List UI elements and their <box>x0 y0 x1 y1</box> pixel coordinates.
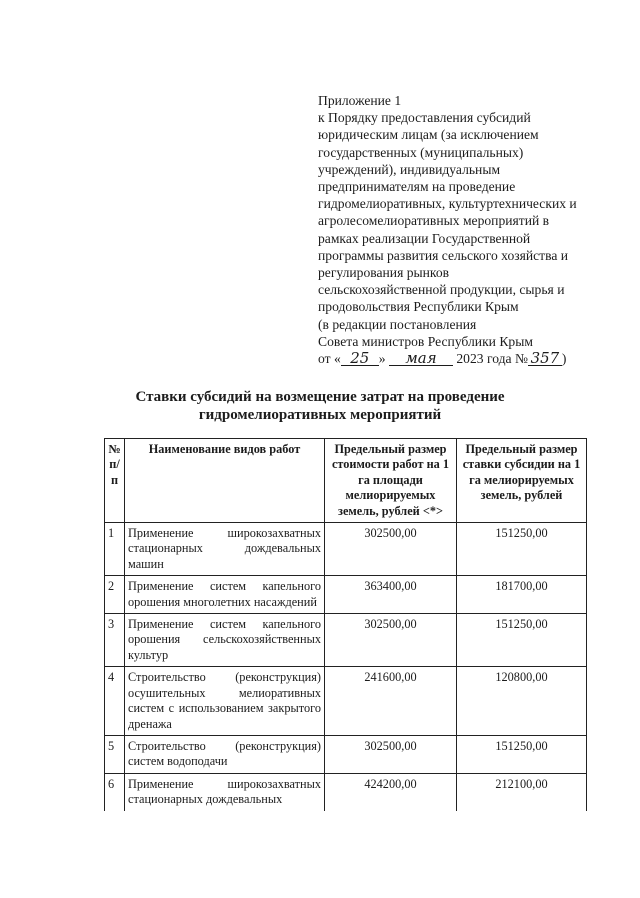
handwritten-month: мая <box>389 351 453 366</box>
resolution-date-line <box>318 350 618 367</box>
appendix-line: рамках реализации Государственной <box>318 230 531 246</box>
appendix-line: государственных (муниципальных) <box>318 144 524 160</box>
row-rate: 120800,00 <box>457 667 587 736</box>
appendix-line: к Порядку предоставления субсидий <box>318 110 531 126</box>
appendix-header <box>318 92 618 367</box>
row-work-name: Применение широкозахватных стационарных дождевальных <box>125 773 325 810</box>
date-prefix: от « <box>318 351 341 367</box>
row-work-name: Строительство (реконструкция) осушительных мелиоративных систем с использованием закрытого дренажа <box>125 667 325 736</box>
table-header-row <box>105 439 587 523</box>
date-year: 2023 года № <box>456 351 528 367</box>
title-line-2: гидромелиоративных мероприятий <box>198 407 442 423</box>
header-max-rate: Предельный размер ставки субсидии на 1 га мелиорируемых земель, рублей <box>457 439 587 523</box>
table-row <box>105 576 587 614</box>
row-work-name: Применение систем капельного орошения сельскохозяйственных культур <box>125 614 325 667</box>
row-cost: 302500,00 <box>325 735 457 773</box>
header-number: № п/п <box>105 439 125 523</box>
row-rate: 151250,00 <box>457 614 587 667</box>
title-line-1: Ставки субсидий на возмещение затрат на проведение <box>135 389 505 405</box>
appendix-line: Совета министров Республики Крым <box>318 333 533 349</box>
table-row <box>105 773 587 810</box>
appendix-line: предпринимателям на проведение <box>318 179 516 195</box>
row-number: 4 <box>105 667 125 736</box>
appendix-line: программы развития сельского хозяйства и <box>318 247 569 263</box>
row-rate: 151250,00 <box>457 735 587 773</box>
row-cost: 424200,00 <box>325 773 457 810</box>
appendix-line: Приложение 1 <box>318 93 402 108</box>
rates-table <box>104 438 587 811</box>
row-number: 3 <box>105 614 125 667</box>
row-number: 6 <box>105 773 125 810</box>
table-row <box>105 614 587 667</box>
row-number: 1 <box>105 523 125 576</box>
header-work-type: Наименование видов работ <box>125 439 325 523</box>
date-mid: » <box>378 351 386 367</box>
appendix-line: юридическим лицам (за исключением <box>318 127 539 143</box>
row-cost: 363400,00 <box>325 576 457 614</box>
appendix-line: продовольствия Республики Крым <box>318 299 519 315</box>
row-cost: 302500,00 <box>325 614 457 667</box>
row-work-name: Применение широкозахватных стационарных дождевальных машин <box>125 523 325 576</box>
appendix-line: сельскохозяйственной продукции, сырья и <box>318 282 565 298</box>
row-cost: 302500,00 <box>325 523 457 576</box>
document-title <box>80 388 560 424</box>
handwritten-day: 25 <box>341 351 379 366</box>
row-work-name: Применение систем капельного орошения многолетних насаждений <box>125 576 325 614</box>
row-number: 2 <box>105 576 125 614</box>
appendix-line: агролесомелиоративных мероприятий в <box>318 213 550 229</box>
appendix-line: регулирования рынков <box>318 265 450 281</box>
header-max-cost: Предельный размер стоимости работ на 1 га площади мелиорируемых земель, рублей <*> <box>325 439 457 523</box>
appendix-line: (в редакции постановления <box>318 316 477 332</box>
table-row <box>105 523 587 576</box>
page-bottom-margin <box>0 846 640 898</box>
appendix-line: гидромелиоративных, культуртехнических и <box>318 196 577 212</box>
row-number: 5 <box>105 735 125 773</box>
table-row <box>105 667 587 736</box>
row-rate: 151250,00 <box>457 523 587 576</box>
handwritten-number: 357 <box>528 351 562 366</box>
row-cost: 241600,00 <box>325 667 457 736</box>
row-rate: 181700,00 <box>457 576 587 614</box>
row-rate: 212100,00 <box>457 773 587 810</box>
date-suffix: ) <box>561 351 567 367</box>
row-work-name: Строительство (реконструкция) систем водоподачи <box>125 735 325 773</box>
appendix-line: учреждений), индивидуальным <box>318 161 501 177</box>
table-row <box>105 735 587 773</box>
